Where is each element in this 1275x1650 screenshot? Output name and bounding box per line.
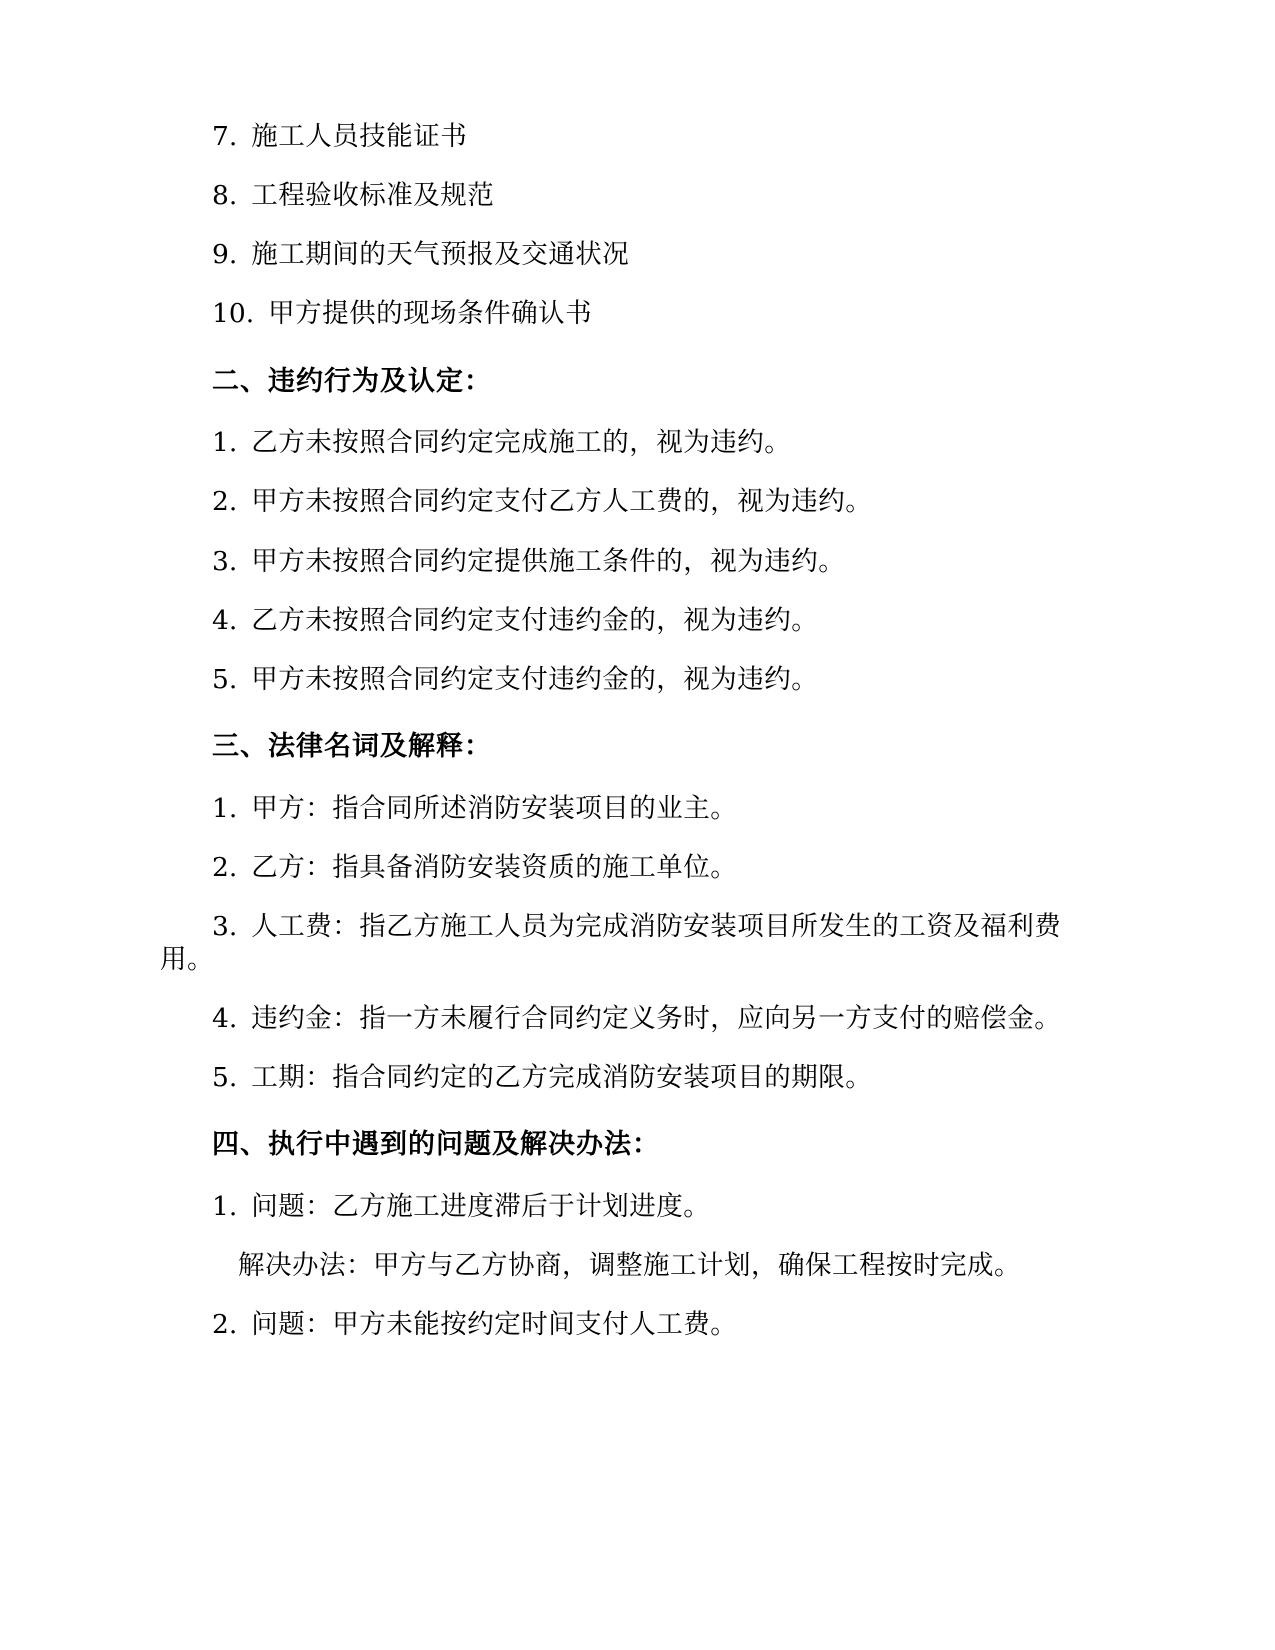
list-item-text: 甲方：指合同所述消防安装项目的业主。 xyxy=(251,792,738,824)
list-item-number: 4. xyxy=(212,1003,238,1035)
list-item xyxy=(160,545,1115,578)
list-item-text: 违约金：指一方未履行合同约定义务时，应向另一方支付的赔偿金。 xyxy=(251,1003,1062,1035)
list-item-number: 1. xyxy=(212,1191,238,1223)
list-item-number: 2. xyxy=(212,486,238,518)
list-item-text: 乙方未按照合同约定支付违约金的，视为违约。 xyxy=(251,604,819,636)
list-item xyxy=(160,1190,1115,1223)
list-item xyxy=(160,120,1115,153)
list-item-number: 3. xyxy=(212,910,238,942)
section-heading: 三、法律名词及解释： xyxy=(212,730,492,762)
list-item xyxy=(160,1002,1115,1035)
list-item-text: 人工费：指乙方施工人员为完成消防安装项目所发生的工资及福利费用。 xyxy=(160,910,1062,975)
list-item-text: 乙方：指具备消防安装资质的施工单位。 xyxy=(251,851,738,883)
section-heading: 二、违约行为及认定： xyxy=(212,365,492,397)
list-item-text: 问题：甲方未能按约定时间支付人工费。 xyxy=(251,1309,738,1341)
list-item-text: 甲方未按照合同约定支付违约金的，视为违约。 xyxy=(251,663,819,695)
list-item-text: 甲方未按照合同约定支付乙方人工费的，视为违约。 xyxy=(251,486,873,518)
list-item-number: 1. xyxy=(212,427,238,459)
section-heading: 四、执行中遇到的问题及解决办法： xyxy=(212,1129,660,1161)
list-item xyxy=(160,238,1115,271)
list-item xyxy=(160,485,1115,518)
list-item-number: 4. xyxy=(212,604,238,636)
list-item-number: 2. xyxy=(212,851,238,883)
document-body xyxy=(160,120,1115,1342)
list-item xyxy=(160,663,1115,696)
list-item-number: 9. xyxy=(212,239,238,271)
list-item xyxy=(160,792,1115,825)
list-item-text: 施工期间的天气预报及交通状况 xyxy=(251,239,630,271)
list-item-text: 乙方未按照合同约定完成施工的，视为违约。 xyxy=(251,427,792,459)
list-item-number: 7. xyxy=(212,121,238,152)
list-item xyxy=(160,1308,1115,1341)
list-item xyxy=(160,297,1115,330)
list-item-number: 3. xyxy=(212,545,238,577)
list-item-number: 1. xyxy=(212,792,238,824)
list-item-text: 施工人员技能证书 xyxy=(251,121,468,152)
list-item xyxy=(160,604,1115,637)
list-item-solution: 解决办法：甲方与乙方协商，调整施工计划，确保工程按时完成。 xyxy=(238,1250,1021,1282)
list-item xyxy=(160,910,1115,976)
list-item-text: 问题：乙方施工进度滞后于计划进度。 xyxy=(251,1191,711,1223)
list-item xyxy=(160,851,1115,884)
list-item-number: 10. xyxy=(212,298,255,330)
list-item-number: 8. xyxy=(212,180,238,212)
list-item-text: 甲方提供的现场条件确认书 xyxy=(268,298,593,330)
list-item xyxy=(160,426,1115,459)
list-item-number: 5. xyxy=(212,1062,238,1094)
list-item xyxy=(160,179,1115,212)
list-item-text: 工期：指合同约定的乙方完成消防安装项目的期限。 xyxy=(251,1062,873,1094)
list-item xyxy=(160,1061,1115,1094)
list-item-text: 甲方未按照合同约定提供施工条件的，视为违约。 xyxy=(251,545,846,577)
list-item-text: 工程验收标准及规范 xyxy=(251,180,495,212)
list-item-number: 5. xyxy=(212,663,238,695)
list-item-number: 2. xyxy=(212,1309,238,1341)
